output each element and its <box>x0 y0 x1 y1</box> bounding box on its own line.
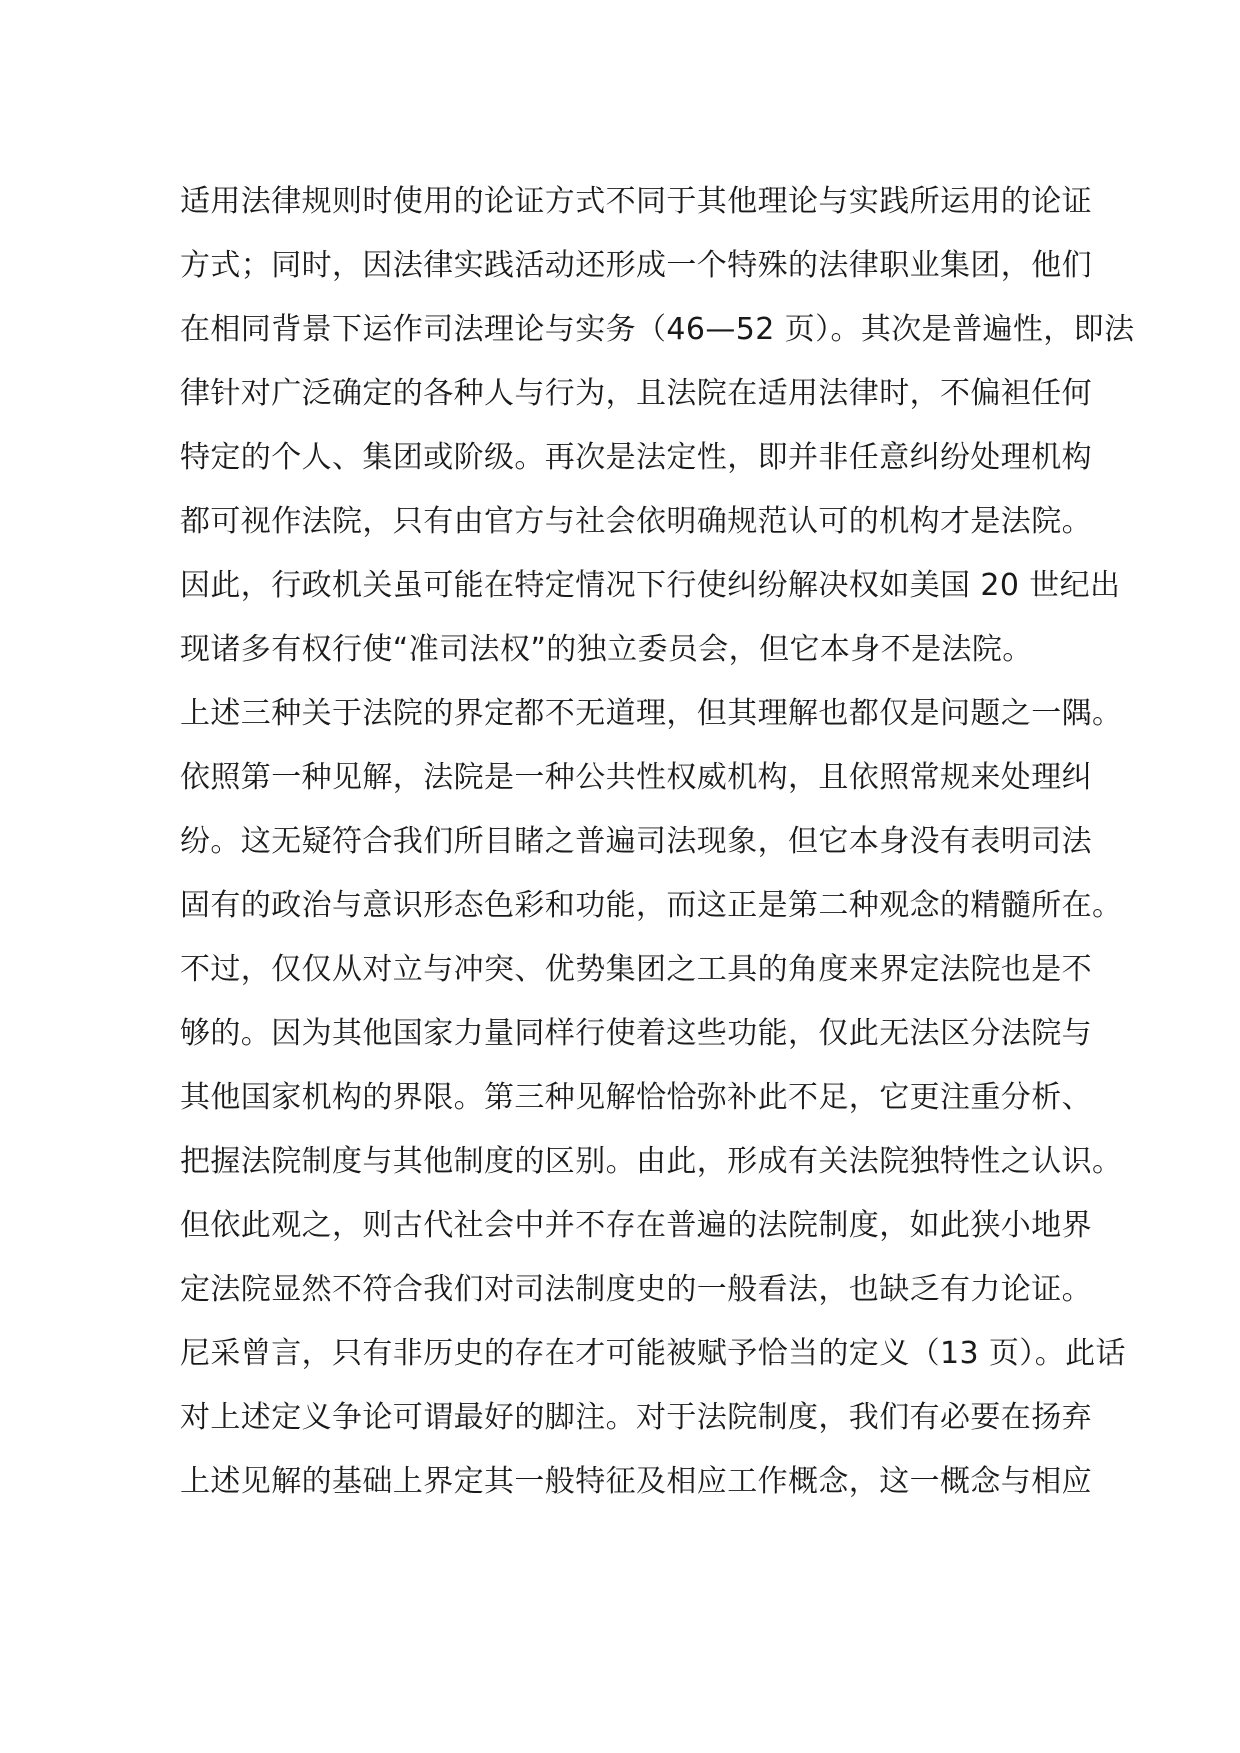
text-line: 把握法院制度与其他制度的区别。由此，形成有关法院独特性之认识。 <box>180 1144 1123 1179</box>
body-text <box>180 170 1135 1514</box>
text-line: 现诸多有权行使“准司法权”的独立委员会，但它本身不是法院。 <box>180 632 1033 667</box>
text-line: 适用法律规则时使用的论证方式不同于其他理论与实践所运用的论证 <box>180 184 1092 219</box>
text-line: 上述见解的基础上界定其一般特征及相应工作概念，这一概念与相应 <box>180 1464 1092 1499</box>
text-line: 纷。这无疑符合我们所目睹之普遍司法现象，但它本身没有表明司法 <box>180 824 1092 859</box>
text-line: 定法院显然不符合我们对司法制度史的一般看法，也缺乏有力论证。 <box>180 1272 1092 1307</box>
text-line: 尼采曾言，只有非历史的存在才可能被赋予恰当的定义（13 页）。此话 <box>180 1336 1126 1371</box>
text-line: 其他国家机构的界限。第三种见解恰恰弥补此不足，它更注重分析、 <box>180 1080 1092 1115</box>
text-line: 固有的政治与意识形态色彩和功能，而这正是第二种观念的精髓所在。 <box>180 888 1123 923</box>
text-line: 因此，行政机关虽可能在特定情况下行使纠纷解决权如美国 20 世纪出 <box>180 568 1121 603</box>
text-line: 对上述定义争论可谓最好的脚注。对于法院制度，我们有必要在扬弃 <box>180 1400 1092 1435</box>
text-line: 上述三种关于法院的界定都不无道理，但其理解也都仅是问题之一隅。 <box>180 696 1123 731</box>
text-line: 都可视作法院，只有由官方与社会依明确规范认可的机构才是法院。 <box>180 504 1092 539</box>
text-line: 特定的个人、集团或阶级。再次是法定性，即并非任意纠纷处理机构 <box>180 440 1092 475</box>
text-line: 律针对广泛确定的各种人与行为，且法院在适用法律时，不偏袒任何 <box>180 376 1092 411</box>
text-line: 在相同背景下运作司法理论与实务（46—52 页）。其次是普遍性，即法 <box>180 312 1135 347</box>
text-line: 但依此观之，则古代社会中并不存在普遍的法院制度，如此狭小地界 <box>180 1208 1092 1243</box>
text-line: 不过，仅仅从对立与冲突、优势集团之工具的角度来界定法院也是不 <box>180 952 1092 987</box>
text-line: 方式；同时，因法律实践活动还形成一个特殊的法律职业集团，他们 <box>180 248 1092 283</box>
text-line: 依照第一种见解，法院是一种公共性权威机构，且依照常规来处理纠 <box>180 760 1092 795</box>
text-line: 够的。因为其他国家力量同样行使着这些功能，仅此无法区分法院与 <box>180 1016 1092 1051</box>
